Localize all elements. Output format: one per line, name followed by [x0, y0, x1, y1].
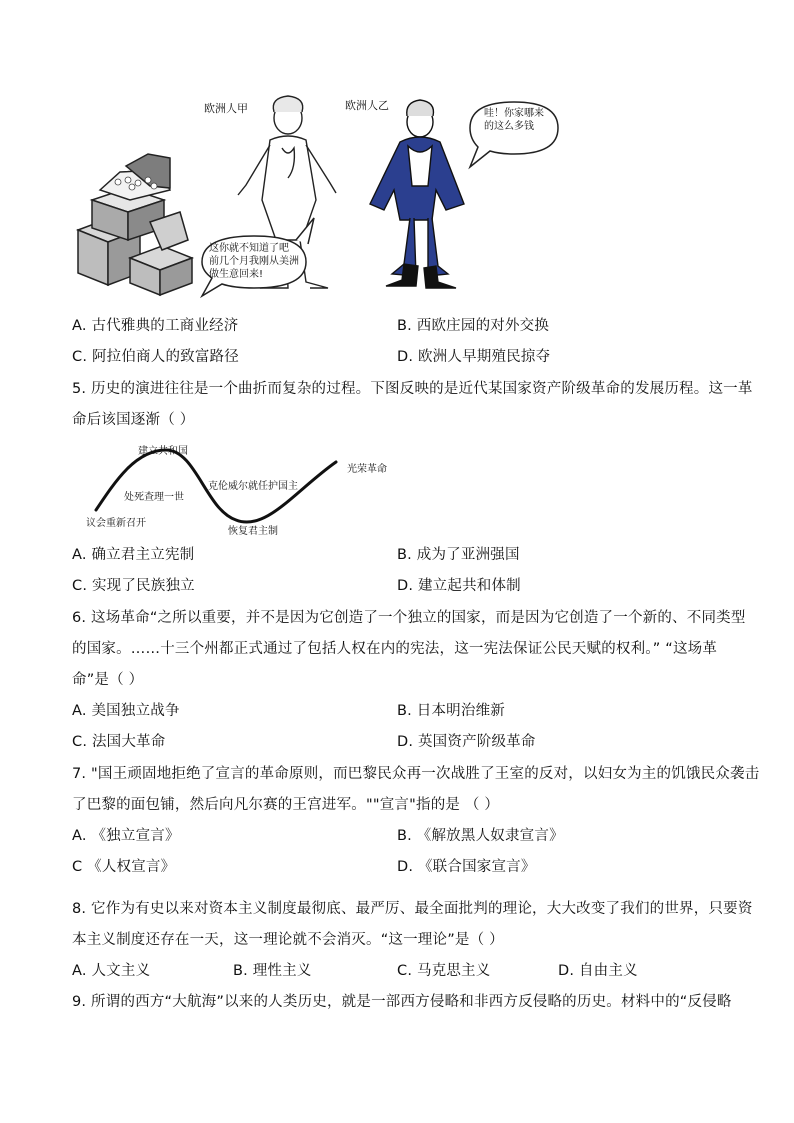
q6-stem-line-1: 6. 这场革命“之所以重要，并不是因为它创造了一个独立的国家，而是因为它创造了一个新的、不同类型 — [72, 610, 746, 626]
q7-stem-line-2: 了巴黎的面包铺，然后向凡尔赛的王宫进军。""宣言"指的是 （ ） — [72, 797, 500, 813]
q7-stem-line-1: 7. "国王顽固地拒绝了宣言的革命原则，而巴黎民众再一次战胜了王室的反对，以妇女为主的饥饿民众袭击 — [72, 766, 760, 782]
q5-stem-line-1: 5. 历史的演进往往是一个曲折而复杂的过程。下图反映的是近代某国家资产阶级革命的发展历程。这一革 — [72, 381, 753, 397]
q6-stem-line-2: 的国家。……十三个州都正式通过了包括人权在内的宪法，这一宪法保证公民天赋的权利。” “这场革 — [72, 641, 718, 657]
q8-option-d: D. 自由主义 — [558, 963, 638, 979]
q6-stem-line-3: 命”是（ ） — [72, 672, 144, 688]
cartoon-label-a: 欧洲人甲 — [204, 102, 248, 115]
bubble-left-line-1: 这你就不知道了吧 — [209, 243, 289, 254]
q4-option-a: A. 古代雅典的工商业经济 — [72, 318, 239, 334]
q5-option-a: A. 确立君主立宪制 — [72, 547, 195, 563]
bubble-left-line-2: 前几个月我刚从美洲 — [209, 256, 299, 267]
q7-option-b: B. 《解放黑人奴隶宣言》 — [397, 828, 564, 844]
q8-stem-line-2: 本主义制度还存在一天，这一理论就不会消灭。“这一理论”是（ ） — [72, 932, 504, 948]
q5-diagram-label-5: 恢复君主制 — [228, 526, 278, 537]
q6-option-d: D. 英国资产阶级革命 — [397, 734, 536, 750]
q5-diagram-label-6: 光荣革命 — [347, 464, 387, 475]
q6-option-a: A. 美国独立战争 — [72, 703, 180, 719]
q8-option-c: C. 马克思主义 — [397, 963, 491, 979]
q5-diagram-label-1: 议会重新召开 — [86, 518, 146, 529]
q8-option-b: B. 理性主义 — [233, 963, 312, 979]
q5-diagram-label-2: 处死查理一世 — [124, 492, 184, 503]
q5-stem-line-2: 命后该国逐渐（ ） — [72, 412, 195, 428]
q6-option-b: B. 日本明治维新 — [397, 703, 505, 719]
q7-option-a: A. 《独立宣言》 — [72, 828, 180, 844]
bubble-left-line-3: 做生意回来! — [209, 269, 264, 280]
q5-option-d: D. 建立起共和体制 — [397, 578, 521, 594]
bubble-right-text: 哇！你家哪来的这么多钱 — [484, 108, 544, 132]
q8-option-a: A. 人文主义 — [72, 963, 151, 979]
q5-diagram-label-3: 建立共和国 — [138, 446, 188, 457]
q6-option-c: C. 法国大革命 — [72, 734, 166, 750]
q4-option-b: B. 西欧庄园的对外交换 — [397, 318, 550, 334]
q5-option-c: C. 实现了民族独立 — [72, 578, 195, 594]
q5-option-b: B. 成为了亚洲强国 — [397, 547, 520, 563]
q4-option-c: C. 阿拉伯商人的致富路径 — [72, 349, 239, 365]
q5-diagram-label-4: 克伦威尔就任护国主 — [208, 481, 298, 492]
q7-option-d: D. 《联合国家宣言》 — [397, 859, 536, 875]
q9-stem-line-1: 9. 所谓的西方“大航海”以来的人类历史，就是一部西方侵略和非西方反侵略的历史。材料中的“反侵略 — [72, 994, 732, 1010]
q8-stem-line-1: 8. 它作为有史以来对资本主义制度最彻底、最严厉、最全面批判的理论，大大改变了我们的世界，只要资 — [72, 901, 753, 917]
cartoon-label-b: 欧洲人乙 — [345, 99, 389, 112]
q7-option-c: C 《人权宣言》 — [72, 859, 176, 875]
q4-option-d: D. 欧洲人早期殖民掠夺 — [397, 349, 551, 365]
